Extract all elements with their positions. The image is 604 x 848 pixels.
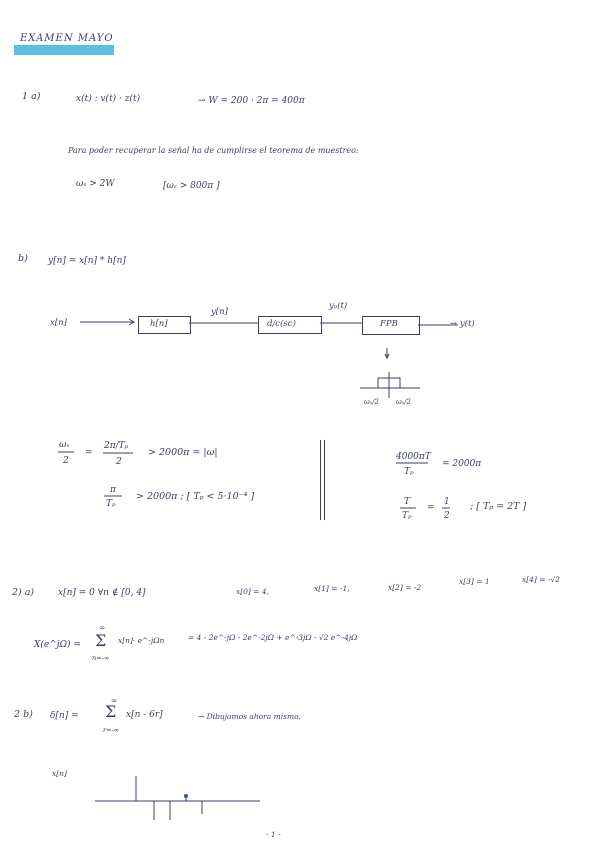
block-dc-label: d/c(sc)	[267, 319, 296, 329]
stem-dot	[184, 794, 188, 798]
q1a-condition: ωₛ > 2W	[76, 179, 115, 189]
q1a-note: Para poder recuperar la señal ha de cumplirse el teorema de muestreo:	[68, 146, 359, 155]
block-fpb-label: FPB	[380, 319, 398, 329]
dtft-lhs: X(e^jΩ) =	[34, 640, 81, 650]
diagram-input-label: x[n]	[50, 318, 67, 328]
eq-right2-num: T	[404, 497, 411, 507]
eq-right2-den: Tₚ	[402, 511, 412, 521]
page-number: - 1 -	[266, 830, 281, 839]
sum-top: ∞	[99, 623, 106, 632]
x3-value: x[3] = 1	[459, 577, 490, 586]
eq-frac-den: 2	[116, 457, 122, 467]
b-term: x[n - 6r]	[126, 710, 163, 720]
eq-ws-num: ωₛ	[59, 440, 70, 450]
eq-right1-num: 4000πT	[396, 452, 431, 462]
eq-right2-eq: =	[427, 503, 435, 513]
eq-right2-rest: ; [ Tₚ = 2T ]	[470, 501, 527, 512]
sum-bottom: n=-∞	[92, 654, 110, 662]
x1-value: x[1] = -1,	[314, 584, 350, 593]
page-title: EXAMEN MAYO	[20, 33, 114, 44]
q1a-condition-value: [ωₛ > 800π ]	[163, 181, 220, 191]
eq-ws-den: 2	[63, 456, 69, 466]
plot-label: x[n]	[52, 769, 67, 778]
eq-line2-rest: > 2000π ; [ Tₚ < 5·10⁻⁴ ]	[136, 491, 255, 502]
dtft-term: x[n]· e^-jΩn	[118, 636, 165, 645]
q2b-lhs: δ[n] =	[50, 711, 79, 721]
b-sum-top: ∞	[111, 696, 118, 705]
eq-line1-rest: > 2000π = |ω|	[148, 447, 218, 458]
q2a-number: 2) a)	[12, 587, 35, 598]
x2-value: x[2] = -2	[388, 583, 422, 592]
diagram-signal-1-label: y[n]	[211, 307, 228, 317]
diagram-signal-2-label: yₚ(t)	[329, 301, 348, 311]
column-separator-2	[324, 440, 325, 520]
x4-value: x[4] = -√2	[522, 575, 560, 584]
eq-right1-rest: = 2000π	[442, 459, 482, 469]
block-h-label: h[n]	[150, 319, 168, 329]
column-separator-1	[320, 440, 321, 520]
x0-value: x[0] = 4,	[236, 587, 270, 596]
q1b-equation: y[n] = x[n] * h[n]	[48, 256, 126, 266]
eq-right1-den: Tₚ	[404, 467, 414, 477]
diagram-output-label: → y(t)	[450, 319, 475, 329]
filter-right-cutoff: ωₛ/2	[396, 398, 411, 406]
sum-symbol: Σ	[95, 631, 107, 650]
q2a-equation: x[n] = 0 ∀n ∉ [0, 4]	[58, 588, 146, 598]
dtft-rhs: = 4 - 2e^-jΩ - 2e^-2jΩ + e^-3jΩ - √2 e^-4jΩ	[188, 633, 358, 642]
b-note: → Dibujamos ahora mismo.	[198, 712, 301, 721]
q1b-number: b)	[18, 253, 28, 264]
q1a-equation: x(t) : v(t) · z(t)	[76, 94, 141, 104]
eq-right2-fden: 2	[444, 511, 450, 521]
q2b-number: 2 b)	[14, 709, 33, 720]
eq-equals: =	[85, 448, 93, 458]
eq-frac-num: 2π/Tₚ	[104, 441, 129, 451]
filter-left-cutoff: ωₛ/2	[364, 398, 379, 406]
eq2-den: Tₚ	[106, 499, 116, 509]
b-sum-symbol: Σ	[105, 702, 117, 721]
q1a-number: 1 a)	[22, 91, 41, 102]
b-sum-bottom: r=-∞	[103, 726, 120, 734]
eq2-num: π	[110, 485, 116, 495]
q1a-result: → W = 200 · 2π = 400π	[198, 96, 305, 106]
eq-right2-fnum: 1	[444, 497, 450, 507]
